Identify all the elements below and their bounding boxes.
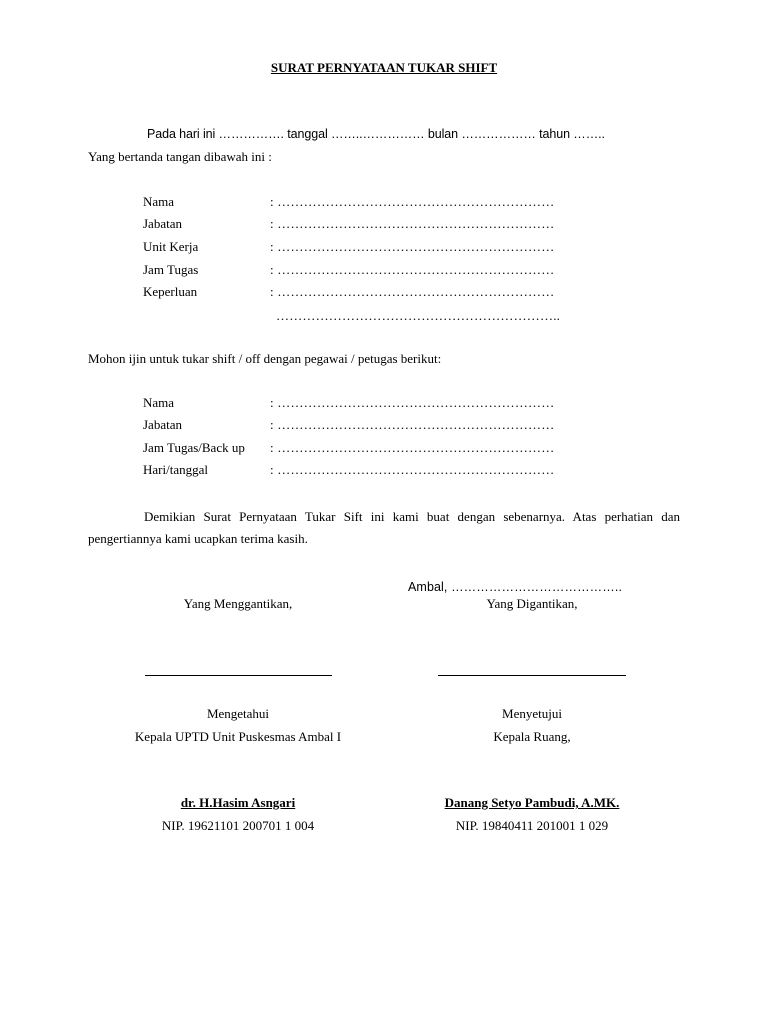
approval-left-title: Mengetahui	[206, 706, 270, 721]
field-row-nama-2	[143, 395, 603, 413]
field-row-nama-1	[143, 194, 603, 212]
approver-right-name: Danang Setyo Pambudi, A.MK.	[444, 795, 620, 810]
field-value: : ………………………………………………………	[270, 194, 555, 209]
approval-right-position: Kepala Ruang,	[493, 729, 571, 744]
field-value: : ………………………………………………………	[270, 462, 555, 477]
field-row-jabatan-2	[143, 417, 603, 435]
keperluan-continuation-line: ………………………………………………………..	[276, 308, 561, 323]
field-row-keperluan	[143, 284, 603, 302]
field-label: Jam Tugas/Back up	[143, 440, 245, 455]
field-label: Hari/tanggal	[143, 462, 208, 477]
signer-left-role: Yang Menggantikan,	[183, 596, 293, 611]
intro-line: Pada hari ini ……………. tanggal ……..…………… bulan ……………… tahun ……..	[147, 127, 605, 141]
approver-left-name: dr. H.Hasim Asngari	[180, 795, 296, 810]
place-date: Ambal, …………………………………..	[408, 580, 623, 594]
document-title: SURAT PERNYATAAN TUKAR SHIFT	[270, 60, 498, 75]
field-label: Keperluan	[143, 284, 198, 299]
field-row-unit-kerja	[143, 239, 603, 257]
request-text: Mohon ijin untuk tukar shift / off dengan pegawai / petugas berikut:	[88, 351, 442, 366]
approver-right-nip: NIP. 19840411 201001 1 029	[455, 818, 609, 833]
signature-line-left	[145, 675, 332, 676]
field-value: : ………………………………………………………	[270, 417, 555, 432]
approver-left-nip: NIP. 19621101 200701 1 004	[161, 818, 315, 833]
field-value: : ………………………………………………………	[270, 284, 555, 299]
field-value: : ………………………………………………………	[270, 216, 555, 231]
field-row-jam-tugas-backup	[143, 440, 603, 458]
approval-right-title: Menyetujui	[502, 706, 562, 721]
field-label: Nama	[143, 395, 175, 410]
field-value: : ………………………………………………………	[270, 440, 555, 455]
field-row-jam-tugas	[143, 262, 603, 280]
closing-paragraph: Demikian Surat Pernyataan Tukar Sift ini kami buat dengan sebenarnya. Atas perhatian dan pengertiannya kami ucapkan terima kasih.	[88, 509, 680, 546]
field-label: Nama	[143, 194, 175, 209]
field-label: Jabatan	[143, 216, 182, 231]
signer-right-role: Yang Digantikan,	[486, 596, 578, 611]
field-value: : ………………………………………………………	[270, 262, 555, 277]
signature-line-right	[438, 675, 626, 676]
field-value: : ………………………………………………………	[270, 395, 555, 410]
field-label: Jam Tugas	[143, 262, 199, 277]
field-label: Jabatan	[143, 417, 182, 432]
field-label: Unit Kerja	[143, 239, 199, 254]
approval-left-position: Kepala UPTD Unit Puskesmas Ambal I	[134, 729, 342, 744]
field-row-jabatan-1	[143, 216, 603, 234]
field-row-hari-tanggal	[143, 462, 603, 480]
intro-line-2: Yang bertanda tangan dibawah ini :	[88, 149, 272, 164]
field-value: : ………………………………………………………	[270, 239, 555, 254]
